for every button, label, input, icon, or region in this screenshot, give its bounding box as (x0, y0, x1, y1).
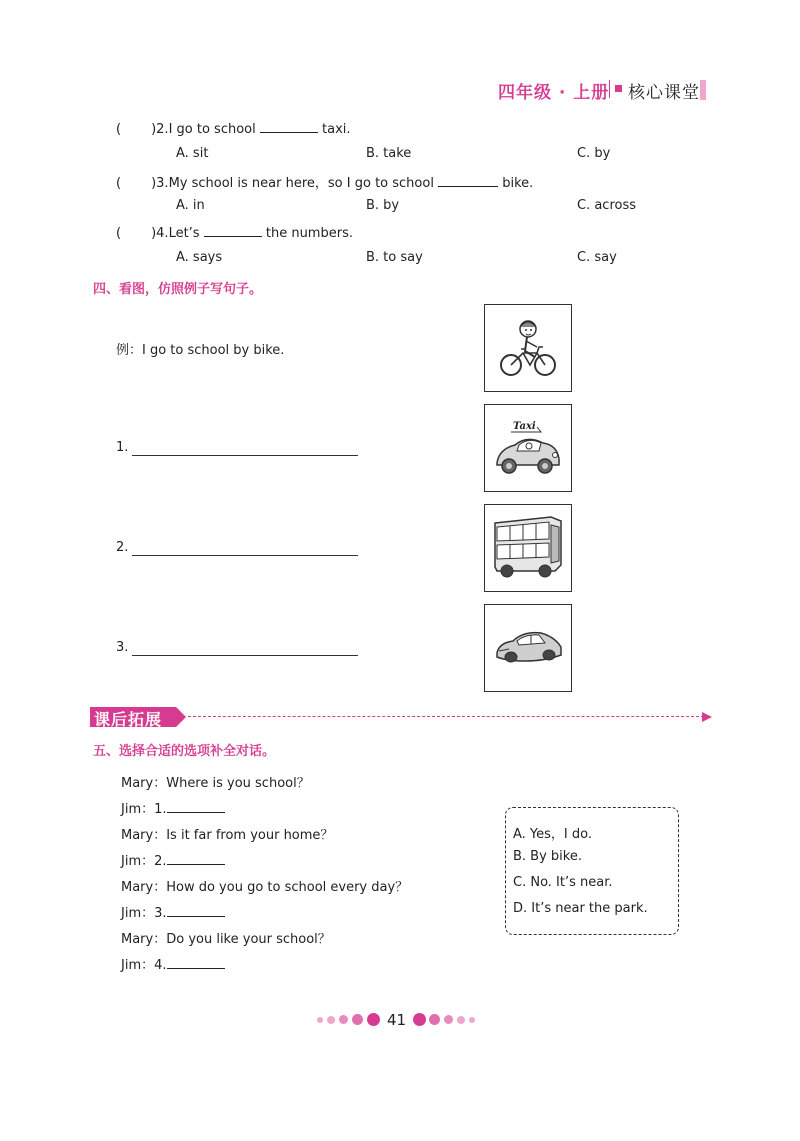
answer-paren-close: ) (151, 176, 157, 191)
option-a[interactable]: A. says (176, 250, 223, 265)
dialog-speaker-text: Jim：1. (121, 802, 167, 817)
extension-banner (90, 704, 720, 730)
choice-b[interactable]: B. By bike. (513, 849, 582, 864)
question-2 (116, 120, 351, 137)
choice-a[interactable]: A. Yes，I do. (513, 827, 592, 842)
dialog-speaker-text: Jim：2. (121, 854, 167, 869)
dialog-line-6 (121, 902, 225, 921)
footer-dot-icon (429, 1014, 440, 1025)
choice-c[interactable]: C. No. It’s near. (513, 875, 613, 890)
dialog-blank-1[interactable] (167, 800, 225, 813)
option-a[interactable]: A. in (176, 198, 205, 213)
question-text-end: taxi. (322, 122, 351, 137)
dialog-line-5: Mary：How do you go to school every day？ (121, 880, 409, 895)
footer-dot-icon (367, 1013, 380, 1026)
dialog-line-7: Mary：Do you like your school？ (121, 932, 331, 947)
car-picture (484, 604, 572, 692)
answer-line-1[interactable] (132, 455, 358, 456)
question-number: 4. (156, 226, 169, 241)
footer-dot-icon (339, 1015, 348, 1024)
question-text: I go to school (168, 122, 256, 137)
section-5-title: 五、选择合适的选项补全对话。 (93, 744, 276, 759)
page-header (490, 74, 720, 102)
header-square-icon (615, 85, 622, 92)
answer-paren-open[interactable]: ( (116, 122, 122, 137)
dialog-blank-4[interactable] (167, 956, 225, 969)
answer-blank[interactable] (438, 174, 498, 187)
question-text: My school is near here，so I go to school (168, 176, 434, 191)
answer-paren-close: ) (151, 122, 157, 137)
banner-dashed-line (188, 716, 704, 717)
answer-line-3[interactable] (132, 655, 358, 656)
banner-arrowhead-icon (702, 712, 712, 722)
question-text-end: the numbers. (265, 226, 353, 241)
choices-box (505, 807, 679, 935)
dialog-speaker-text: Jim：4. (121, 958, 167, 973)
footer-dot-icon (327, 1016, 335, 1024)
header-grade: 四年级 · 上册 (498, 83, 610, 103)
question-number: 3. (156, 176, 169, 191)
page-footer (300, 1010, 500, 1030)
taxi-sign: Taxi (513, 421, 536, 432)
dialog-speaker-text: Jim：3. (121, 906, 167, 921)
page-number: 41 (387, 1011, 407, 1029)
dialog-blank-2[interactable] (167, 852, 225, 865)
option-c[interactable]: C. say (577, 250, 617, 265)
header-subtitle: 核心课堂 (628, 83, 700, 103)
dialog-line-2 (121, 798, 225, 817)
answer-line-2[interactable] (132, 555, 358, 556)
answer-paren-open[interactable]: ( (116, 176, 122, 191)
dialog-blank-3[interactable] (167, 904, 225, 917)
footer-dot-icon (457, 1016, 465, 1024)
car-icon (485, 605, 571, 691)
option-a[interactable]: A. sit (176, 146, 209, 161)
bus-picture (484, 504, 572, 592)
question-text: Let’s (168, 226, 200, 241)
question-4 (116, 224, 353, 241)
question-3 (116, 172, 533, 191)
footer-dot-icon (469, 1017, 475, 1023)
question-number: 2. (156, 122, 169, 137)
answer-line-1-label: 1. (116, 440, 129, 455)
answer-blank[interactable] (260, 120, 318, 133)
bike-picture (484, 304, 572, 392)
section-4-title: 四、看图，仿照例子写句子。 (93, 282, 263, 297)
banner-label: 课后拓展 (94, 710, 163, 729)
header-divider (609, 80, 610, 98)
answer-line-3-label: 3. (116, 640, 129, 655)
option-b[interactable]: B. to say (366, 250, 423, 265)
question-text-end: bike. (502, 176, 534, 191)
example-sentence: 例：I go to school by bike. (116, 343, 285, 358)
option-c[interactable]: C. by (577, 146, 611, 161)
answer-line-2-label: 2. (116, 540, 129, 555)
bus-icon (485, 505, 571, 591)
option-b[interactable]: B. by (366, 198, 400, 213)
footer-dot-icon (317, 1017, 323, 1023)
dialog-line-8 (121, 954, 225, 973)
header-bar-icon (700, 80, 706, 100)
dialog-line-4 (121, 850, 225, 869)
option-c[interactable]: C. across (577, 198, 637, 213)
bike-icon (485, 305, 571, 391)
answer-paren-close: ) (151, 226, 157, 241)
footer-dot-icon (444, 1015, 453, 1024)
taxi-picture (484, 404, 572, 492)
choice-d[interactable]: D. It’s near the park. (513, 901, 648, 916)
dialog-line-3: Mary：Is it far from your home？ (121, 828, 334, 843)
answer-blank[interactable] (204, 224, 262, 237)
footer-dot-icon (352, 1014, 363, 1025)
option-b[interactable]: B. take (366, 146, 412, 161)
footer-dot-icon (413, 1013, 426, 1026)
answer-paren-open[interactable]: ( (116, 226, 122, 241)
dialog-line-1: Mary：Where is you school？ (121, 776, 310, 791)
taxi-icon (485, 405, 571, 491)
